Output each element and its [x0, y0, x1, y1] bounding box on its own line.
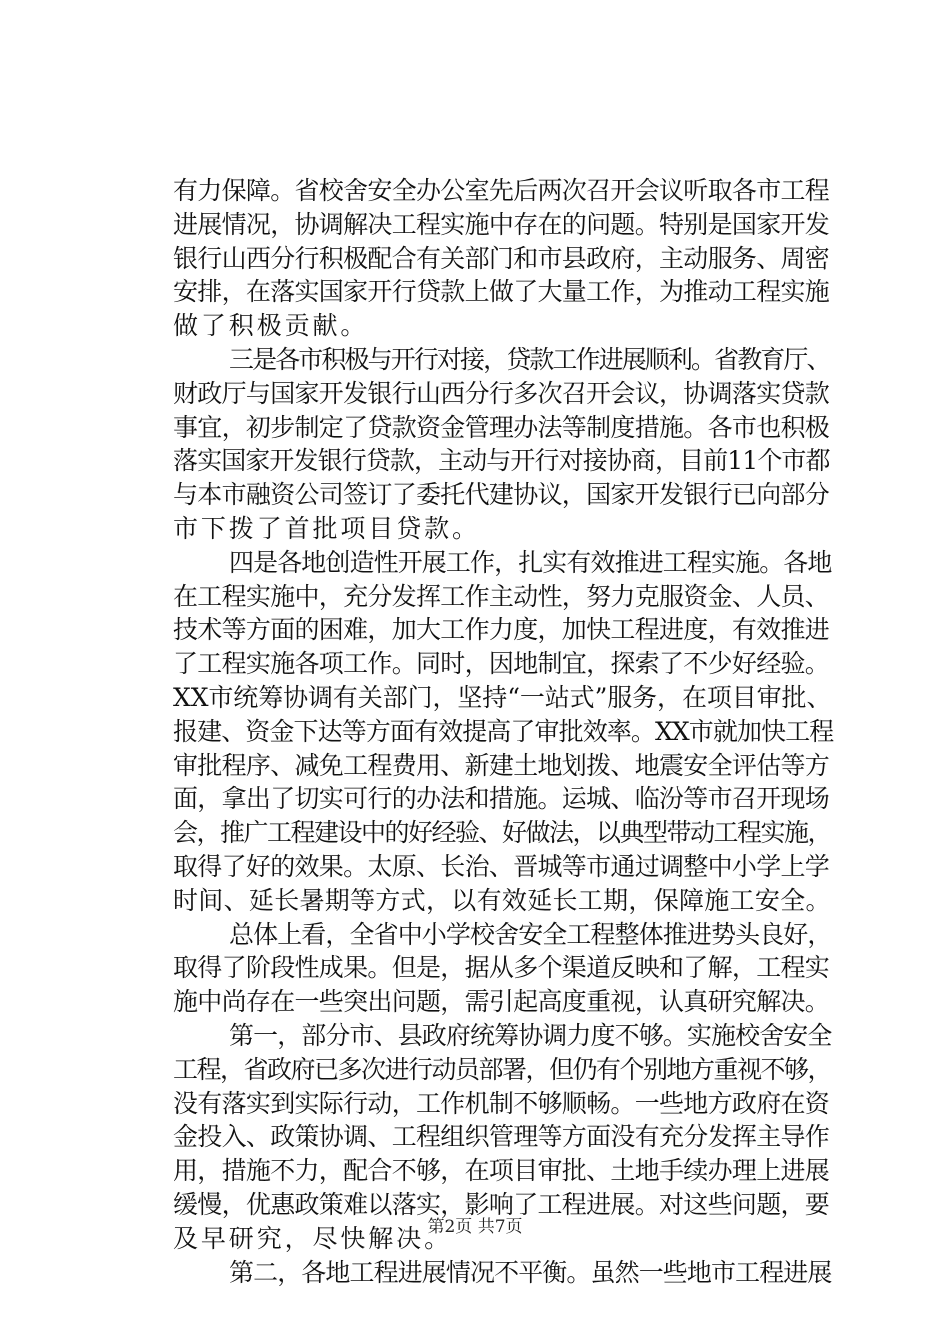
text-line: 市下拨了首批项目贷款。	[173, 513, 480, 543]
document-body	[173, 174, 833, 1289]
text-line: 财政厅与国家开发银行山西分行多次召开会议，协调落实贷款	[173, 378, 830, 408]
text-line: 事宜，初步制定了贷款资金管理办法等制度措施。各市也积极	[173, 412, 830, 442]
text-line: 银行山西分行积极配合有关部门和市县政府，主动服务、周密	[173, 243, 830, 273]
text-line: 三是各市积极与开行对接，贷款工作进展顺利。省教育厅、	[229, 344, 830, 374]
text-line: 有力保障。省校舍安全办公室先后两次召开会议听取各市工程	[173, 176, 830, 205]
text-line: 了工程实施各项工作。同时，因地制宜，探索了不少好经验。	[173, 649, 830, 679]
text-line: 工程，省政府已多次进行动员部署，但仍有个别地方重视不够，	[173, 1054, 832, 1084]
page-footer: 第2页 共7页	[427, 1217, 523, 1237]
text-line: 报建、资金下达等方面有效提高了审批效率。XX市就加快工程	[173, 716, 834, 746]
text-line: 面，拿出了切实可行的办法和措施。运城、临汾等市召开现场	[173, 784, 830, 814]
text-line: 做了积极贡献。	[173, 311, 369, 341]
text-line: 第一，部分市、县政府统筹协调力度不够。实施校舍安全	[229, 1020, 832, 1050]
text-line: 时间、延长暑期等方式，以有效延长工期，保障施工安全。	[173, 885, 831, 915]
text-line: 四是各地创造性开展工作，扎实有效推进工程实施。各地	[229, 547, 832, 577]
text-line: XX市统筹协调有关部门，坚持“一站式”服务，在项目审批、	[173, 682, 832, 712]
text-line: 及早研究，尽快解决。	[173, 1223, 453, 1253]
text-line: 第二，各地工程进展情况不平衡。虽然一些地市工程进展	[229, 1257, 832, 1287]
text-line: 技术等方面的困难，加大工作力度，加快工程进度，有效推进	[173, 615, 830, 645]
text-line: 总体上看，全省中小学校舍安全工程整体推进势头良好，	[229, 919, 832, 949]
text-line: 用，措施不力，配合不够，在项目审批、土地手续办理上进展	[173, 1156, 830, 1186]
text-line: 金投入、政策协调、工程组织管理等方面没有充分发挥主导作	[173, 1122, 830, 1152]
text-line: 取得了阶段性成果。但是，据从多个渠道反映和了解，工程实	[173, 953, 830, 983]
text-line: 落实国家开发银行贷款，主动与开行对接协商，目前11个市都	[173, 446, 830, 476]
text-line: 缓慢，优惠政策难以落实，影响了工程进展。对这些问题，要	[173, 1189, 830, 1219]
text-line: 在工程实施中，充分发挥工作主动性，努力克服资金、人员、	[173, 581, 830, 611]
text-line: 取得了好的效果。太原、长治、晋城等市通过调整中小学上学	[173, 851, 830, 881]
text-line: 会，推广工程建设中的好经验、好做法，以典型带动工程实施，	[173, 818, 832, 848]
text-line: 没有落实到实际行动，工作机制不够顺畅。一些地方政府在资	[173, 1088, 830, 1118]
text-line: 安排，在落实国家开行贷款上做了大量工作，为推动工程实施	[173, 277, 830, 307]
text-line: 与本市融资公司签订了委托代建协议，国家开发银行已向部分	[173, 480, 830, 510]
text-line: 进展情况，协调解决工程实施中存在的问题。特别是国家开发	[173, 209, 830, 239]
text-line: 施中尚存在一些突出问题，需引起高度重视，认真研究解决。	[173, 987, 830, 1017]
text-line: 审批程序、减免工程费用、新建土地划拨、地震安全评估等方	[173, 750, 830, 780]
